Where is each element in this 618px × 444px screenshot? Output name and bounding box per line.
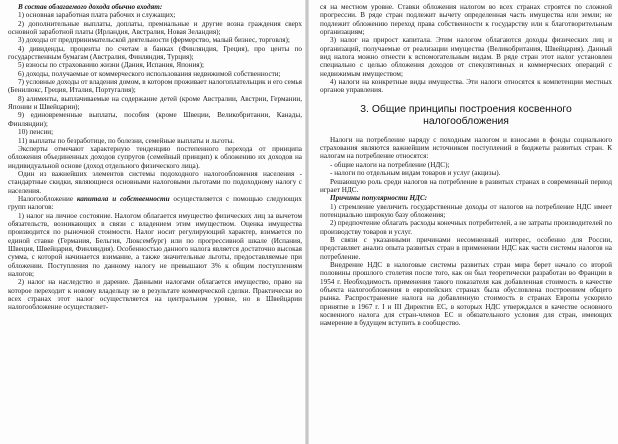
- included-income-heading: В состав облагаемого дохода обычно входят:: [18, 3, 163, 11]
- income-item: 5) взносы по страхованию жизни (Дания, Испания, Япония);: [18, 61, 205, 70]
- capital-emphasis: капитала и собственности: [76, 194, 170, 203]
- income-item: 10) пенсии;: [18, 128, 54, 137]
- paragraph-experts: Эксперты отмечают характерную тенденцию постепенного перехода от принципа обложения объединенных доходов супругов (семейный принцип) к обложению их доходов на индивидуальной основе (доход отдельного физического лица).: [8, 144, 302, 170]
- property-tax-item: 4) налоги на конкретные виды имущества. Эти налоги относятся к компетенции местных органов управления.: [320, 78, 612, 95]
- income-item: 9) единовременные выплаты, пособия (кроме Швеции, Великобритании, Канады, Финляндии);: [8, 111, 302, 128]
- income-item: 11) выплаты по безработице, по болезни, семейные выплаты и льготы.: [18, 136, 235, 145]
- capital-intro-text: Налогообложение: [18, 194, 77, 203]
- paragraph-russia-interest: В связи с указанными причинами несомненный интерес, особенно для России, представляет анализ опыта развитых стран в применении НДС как части системы налогов на потребление.: [320, 235, 612, 261]
- list-item: - общие налоги на потребление (НДС);: [330, 160, 450, 169]
- income-item: 6) доходы, получаемые от коммерческого использования недвижимой собственности;: [18, 69, 281, 78]
- income-item: 2) дополнительные выплаты, доплаты, премиальные и другие возна граждения сверх основной заработной платы (Ирландия, Австралия, Новая Зеландия);: [8, 19, 302, 37]
- paragraph-deductions: Один из важнейших элементов системы подоходного налогообложения населения - стандартные скидки, являющиеся основными налоговыми льготами по подоходному налогу с населения.: [8, 169, 302, 195]
- paragraph-vat-role: Решающую роль среди налогов на потребление в развитых странах в современный период играет НДС.: [320, 177, 612, 194]
- continued-paragraph: ся на местном уровне. Ставки обложения налогом во всех странах строятся по сложной прогрессии. В ряде стран подлежит вычету определенная часть имущества или земли; не подлежит обложению переход права собственности к государству или к благотворительным организациям;: [320, 3, 612, 37]
- capital-gains-item: 3) налог на прирост капитала. Этим налогом облагаются доходы физических лиц и организаций, получаемые от реализации имущества (Великобритания, Швейцария). Данный вид налога можно отнести к вспомогательным видам. В ряде стран этот налог установлен специально с целью обложения доходов от спекулятивных и коммерческих операций с недвижимым имуществом;: [320, 36, 612, 78]
- consumption-tax-list: [320, 161, 612, 178]
- paragraph-consumption-taxes: Налоги на потребление наряду с походным налогом и взносами в фонды социального страхования являются важнейшим источником поступлений в бюджеты развитых стран. К налогам на потребление относятся:: [320, 135, 612, 161]
- capital-tail-text: осуществляется с помощью следующих групп налогов:: [8, 194, 302, 212]
- left-page: [0, 0, 306, 444]
- list-item: - налоги по отдельным видам товаров и услуг (акцизы).: [330, 169, 501, 178]
- income-item: 1) основная заработная плата рабочих и служащих;: [18, 11, 176, 20]
- right-page: [309, 0, 618, 444]
- inheritance-tax-item: 2) налог на наследство и дарение. Данными налогами облагается имущество, право на которое переходит к новому владельцу не в результате коммерческой сделки. Практически во всех странах этот налог осуществляется на центральном уровне, но в Швейцарии налогообложение осуществляет-: [8, 278, 302, 312]
- income-item: 8) алименты, выплачиваемые на содержание детей (кроме Австралии, Австрии, Германии, Японии и Швейцарии);: [8, 94, 302, 112]
- wealth-tax-item: 1) налог на личное состояние. Налогом облагается имущество физических лиц за вычетом обязательств, возникающих в связи с владением этим имуществом. Оценка имущества производится по рыночной стоимости. Налог носит регулирующий характер, взимается по единой ставке (Германия, Бельгия, Люксембург) или по прогрессивной шкале (Испания, Швеция, Швейцария, Финляндия). Особенностью данного налога является достаточно высокая сумма, с которой начинается взимание, а также значительные льготы, предоставляемые при обложении. Поступления по данному налогу не превышают 3% к общим поступлениям налогов;: [8, 211, 302, 278]
- income-item: 3) доходы от предпринимательской деятельности (фермерство, малый бизнес, торговля);: [18, 36, 290, 45]
- income-item: 7) условные доходы от владения домом, в котором проживает налогоплательщик и его семья (Бенилюкс, Греция, Италия, Португалия);: [8, 78, 302, 95]
- section-title: 3. Общие принципы построения косвенного налогообложения: [360, 103, 572, 127]
- income-item: 4) дивиденды, проценты по счетам в банках (Финляндия, Греция), про центы по государственным бумагам (Австралия, Финляндия, Турция);: [8, 44, 302, 62]
- paragraph-capital-taxation: [8, 195, 302, 212]
- paragraph-vat-introduction: Внедрение НДС в налоговые системы развитых стран мира берет начало со второй половины прошлого столетия после того, как он был теоретически разработан во Франции в 1954 г. Необходимость применения такого показателя как добавленная стоимость в качестве объекта налогообложения в европейских странах была обусловлена построением общего рынка. Распространение налога на добавленную стоимость в странах Европы ускорило принятие в 1967 г. I и III Директив ЕС, в которых НДС утверждался в качестве основного косвенного налога для стран-членов ЕС и обязательного условия для стран, имеющих намерение в будущем вступить в сообщество.: [320, 260, 612, 328]
- vat-popularity-heading: Причины популярности НДС:: [330, 194, 428, 203]
- reason-item: 2) предпочтение облагать расходы конечных потребителей, а не затраты производителей по производству товаров и услуг.: [320, 219, 612, 236]
- reason-item: 1) стремление увеличить государственные доходы от налогов на потребление НДС имеет потенциально широкую базу обложения;: [320, 202, 612, 219]
